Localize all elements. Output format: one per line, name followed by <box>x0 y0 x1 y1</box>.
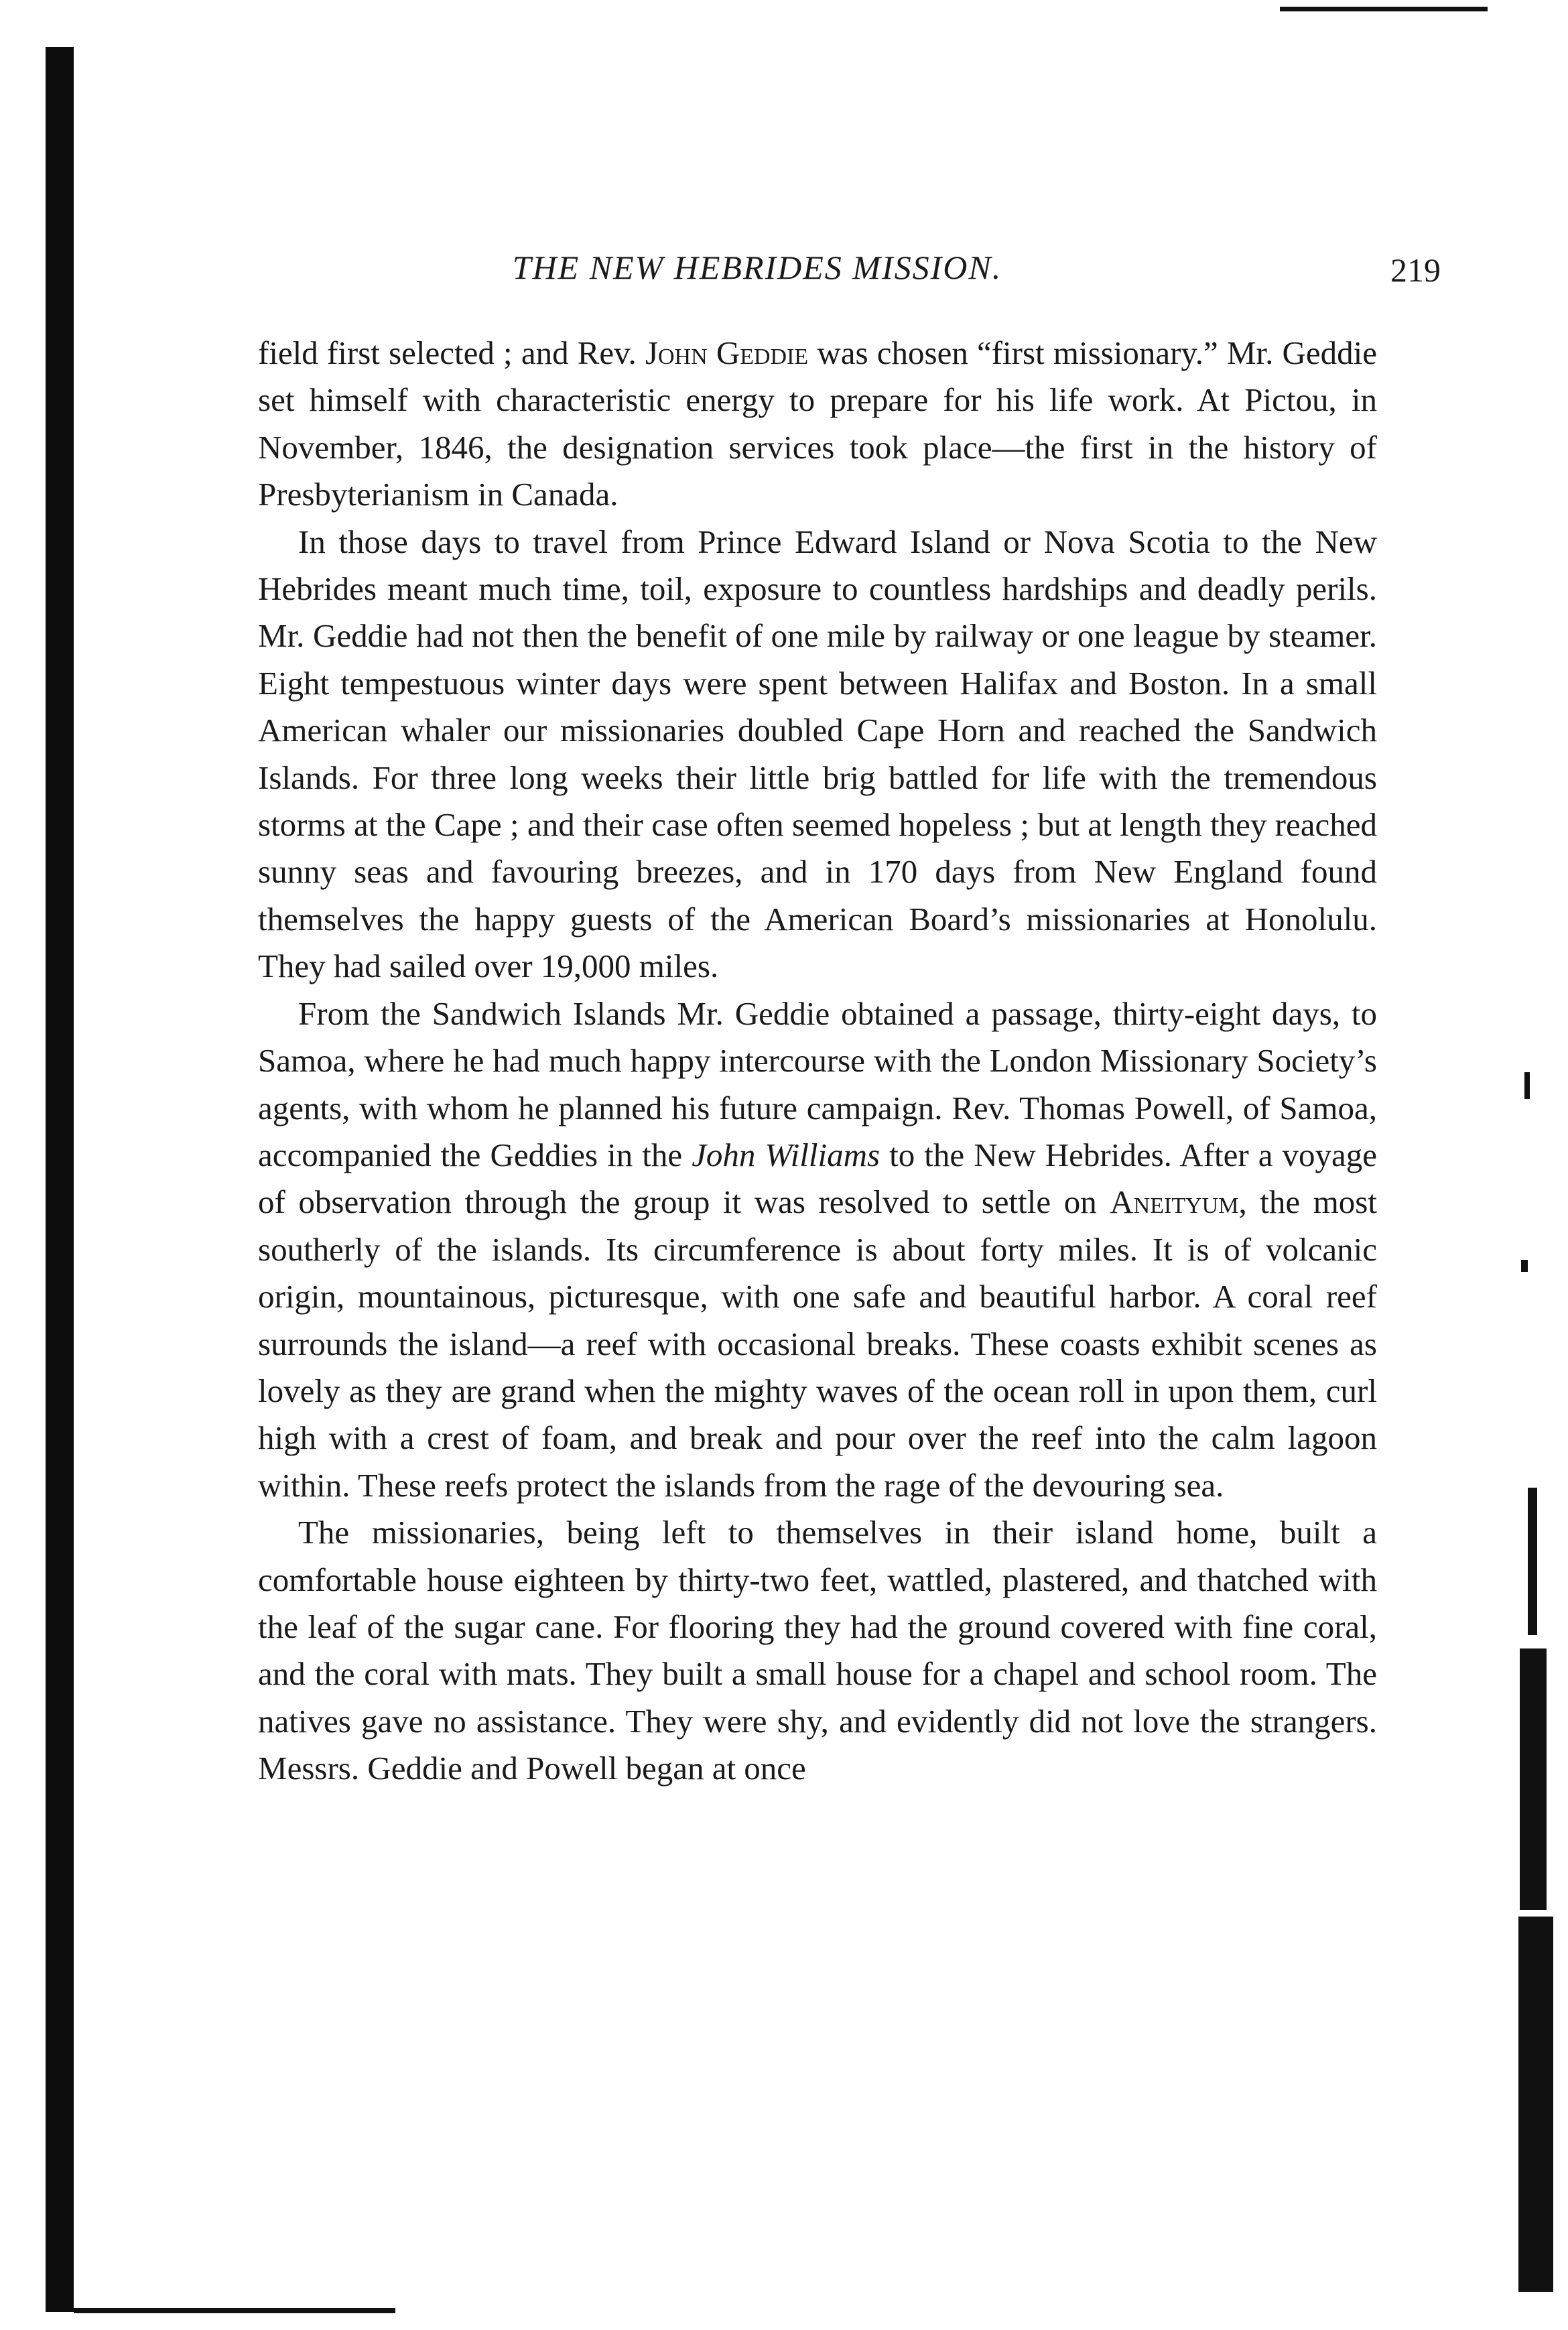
paragraph <box>258 330 1377 519</box>
small-caps-name: John Geddie <box>645 334 809 371</box>
paragraph <box>258 519 1377 990</box>
italic-ship-name: John Williams <box>692 1136 880 1173</box>
text-run: was chosen “first missionary.” Mr. Geddie set himself with characteristic energy to prepare for his life work. At Pictou, in November, 1846, the designation services took place—the first in the history of Presbyterianism in Canada. <box>258 334 1377 513</box>
paragraph <box>258 990 1377 1509</box>
text-run: , the most southerly of the islands. Its circumference is about forty miles. It is of volcanic origin, mountainous, picturesque, with one safe and beautiful harbor. A coral reef surrounds the island—a reef with occasional breaks. These coasts exhibit scenes as lovely as they are grand when the mighty waves of the ocean roll in upon them, curl high with a crest of foam, and break and pour over the reef into the calm lagoon within. These reefs protect the islands from the rage of the devouring sea. <box>258 1183 1377 1504</box>
page-header <box>255 248 1441 295</box>
text-run: In those days to travel from Prince Edward Island or Nova Scotia to the New Hebrides meant much time, toil, exposure to countless hardships and deadly perils. Mr. Geddie had not then the benefit of one mile by railway or one league by steamer. Eight tempestuous winter days were spent between Halifax and Boston. In a small American whaler our missionaries doubled Cape Horn and reached the Sandwich Islands. For three long weeks their little brig battled for life with the tremendous storms at the Cape ; and their case often seemed hopeless ; but at length they reached sunny seas and favouring breezes, and in 170 days from New England found themselves the happy guests of the American Board’s missionaries at Honolulu. They had sailed over 19,000 miles. <box>258 523 1377 985</box>
text-run: field first selected ; and Rev. <box>258 334 645 371</box>
text-run: From the Sandwich Islands Mr. Geddie obtained a passage, thirty-eight days, to Samoa, where he had much happy intercourse with the London Missionary Society’s agents, with whom he planned his future campaign. Rev. Thomas Powell, of Samoa, accompanied the Geddies in the <box>258 994 1377 1173</box>
scan-edge-rule <box>1280 7 1488 11</box>
body-text <box>258 330 1377 1793</box>
binding-shadow <box>46 47 74 2312</box>
paragraph <box>258 1509 1377 1792</box>
running-title: THE NEW HEBRIDES MISSION. <box>512 249 1002 286</box>
small-caps-name: Aneityum <box>1110 1183 1239 1221</box>
page-number: 219 <box>1390 251 1441 289</box>
margin-scan-marks <box>1494 1072 1568 2312</box>
text-run: The missionaries, being left to themselves in their island home, built a comfortable house eighteen by thirty-two feet, wattled, plastered, and thatched with the leaf of the sugar cane. For flooring they had the ground covered with fine coral, and the coral with mats. They built a small house for a chapel and school room. The natives gave no assistance. They were shy, and evidently did not love the strangers. Messrs. Geddie and Powell began at once <box>258 1514 1377 1787</box>
text-run: to the New Hebrides. After a voyage of observation through the group it was resolved to settle on <box>258 1136 1378 1221</box>
scan-bottom-rule <box>74 2308 395 2313</box>
